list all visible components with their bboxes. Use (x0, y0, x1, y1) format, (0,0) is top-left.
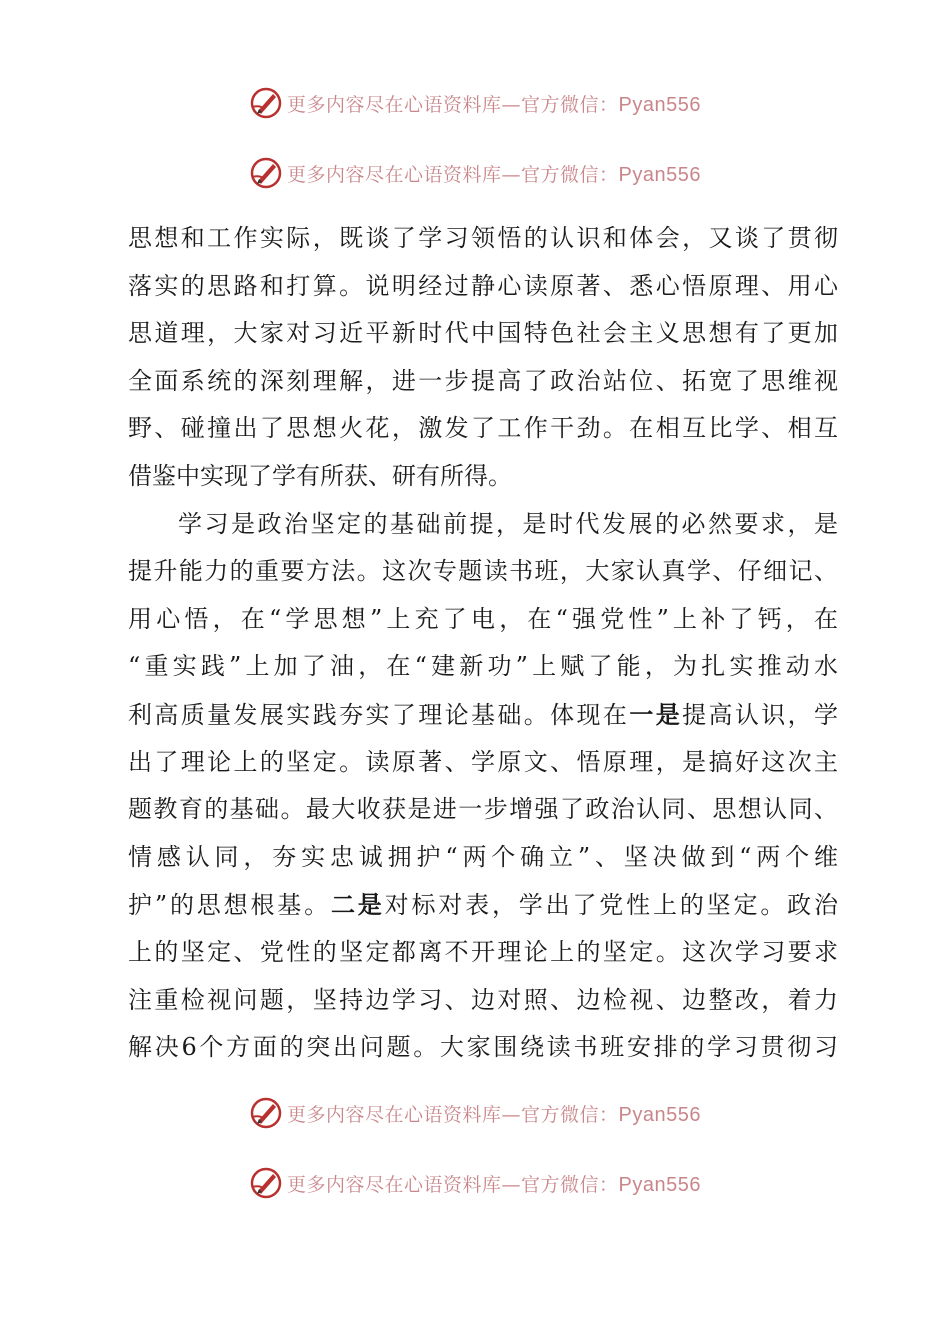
watermark-banner-bottom-2 (0, 1165, 950, 1201)
watermark-banner-top-1 (0, 85, 950, 121)
text-line: 借鉴中实现了学有所获、研有所得。 (128, 461, 512, 490)
document-body (128, 215, 838, 1072)
watermark-content (249, 86, 701, 120)
text-line: 注重检视问题，坚持边学习、边对照、边检视、边整改，着力 (128, 985, 838, 1014)
text-line: 出了理论上的坚定。读原著、学原文、悟原理，是搞好这次主 (128, 747, 838, 776)
text-line: 野、碰撞出了思想火花，激发了工作干劲。在相互比学、相互 (128, 414, 838, 443)
watermark-content (249, 1166, 701, 1200)
text-segment: 护”的思想根基。 (128, 891, 331, 920)
text-line-with-emphasis (128, 691, 838, 739)
text-line: 用心悟，在“学思想”上充了电，在“强党性”上补了钙，在 (128, 604, 838, 633)
watermark-text: 更多内容尽在心语资料库—官方微信：Pyan556 (287, 1173, 701, 1196)
text-line: 全面系统的深刻理解，进一步提高了政治站位、拓宽了思维视 (128, 366, 838, 395)
text-line-with-emphasis (128, 881, 838, 929)
text-line: 解决6个方面的突出问题。大家围绕读书班安排的学习贯彻习 (128, 1033, 838, 1062)
pen-logo-icon (249, 1096, 283, 1130)
watermark-content (249, 1096, 701, 1130)
watermark-text: 更多内容尽在心语资料库—官方微信：Pyan556 (287, 163, 701, 186)
text-segment: 提高认识，学 (682, 700, 839, 729)
paragraph-first-line: 学习是政治坚定的基础前提，是时代发展的必然要求，是 (178, 509, 838, 538)
emphasis-text: 二是 (330, 890, 385, 920)
watermark-banner-bottom-1 (0, 1095, 950, 1131)
watermark-banner-top-2 (0, 155, 950, 191)
text-line: 情感认同，夯实忠诚拥护“两个确立”、坚决做到“两个维 (128, 842, 838, 871)
pen-logo-icon (249, 1166, 283, 1200)
text-line: 思想和工作实际，既谈了学习领悟的认识和体会，又谈了贯彻 (128, 224, 838, 252)
text-line: 上的坚定、党性的坚定都离不开理论上的坚定。这次学习要求 (128, 937, 838, 966)
text-line: 落实的思路和打算。说明经过静心读原著、悉心悟原理、用心 (128, 271, 838, 300)
text-line: “重实践”上加了油，在“建新功”上赋了能，为扎实推动水 (128, 652, 838, 681)
text-segment: 利高质量发展实践夯实了理论基础。体现在 (128, 700, 630, 729)
watermark-content (249, 156, 701, 190)
pen-logo-icon (249, 156, 283, 190)
text-line: 题教育的基础。最大收获是进一步增强了政治认同、思想认同、 (128, 795, 838, 824)
text-line: 思道理，大家对习近平新时代中国特色社会主义思想有了更加 (128, 319, 838, 348)
watermark-text: 更多内容尽在心语资料库—官方微信：Pyan556 (287, 93, 701, 116)
text-line: 提升能力的重要方法。这次专题读书班，大家认真学、仔细记、 (128, 557, 838, 586)
pen-logo-icon (249, 86, 283, 120)
text-segment: 对标对表，学出了党性上的坚定。政治 (384, 891, 838, 920)
emphasis-text: 一是 (629, 699, 683, 729)
watermark-text: 更多内容尽在心语资料库—官方微信：Pyan556 (287, 1103, 701, 1126)
